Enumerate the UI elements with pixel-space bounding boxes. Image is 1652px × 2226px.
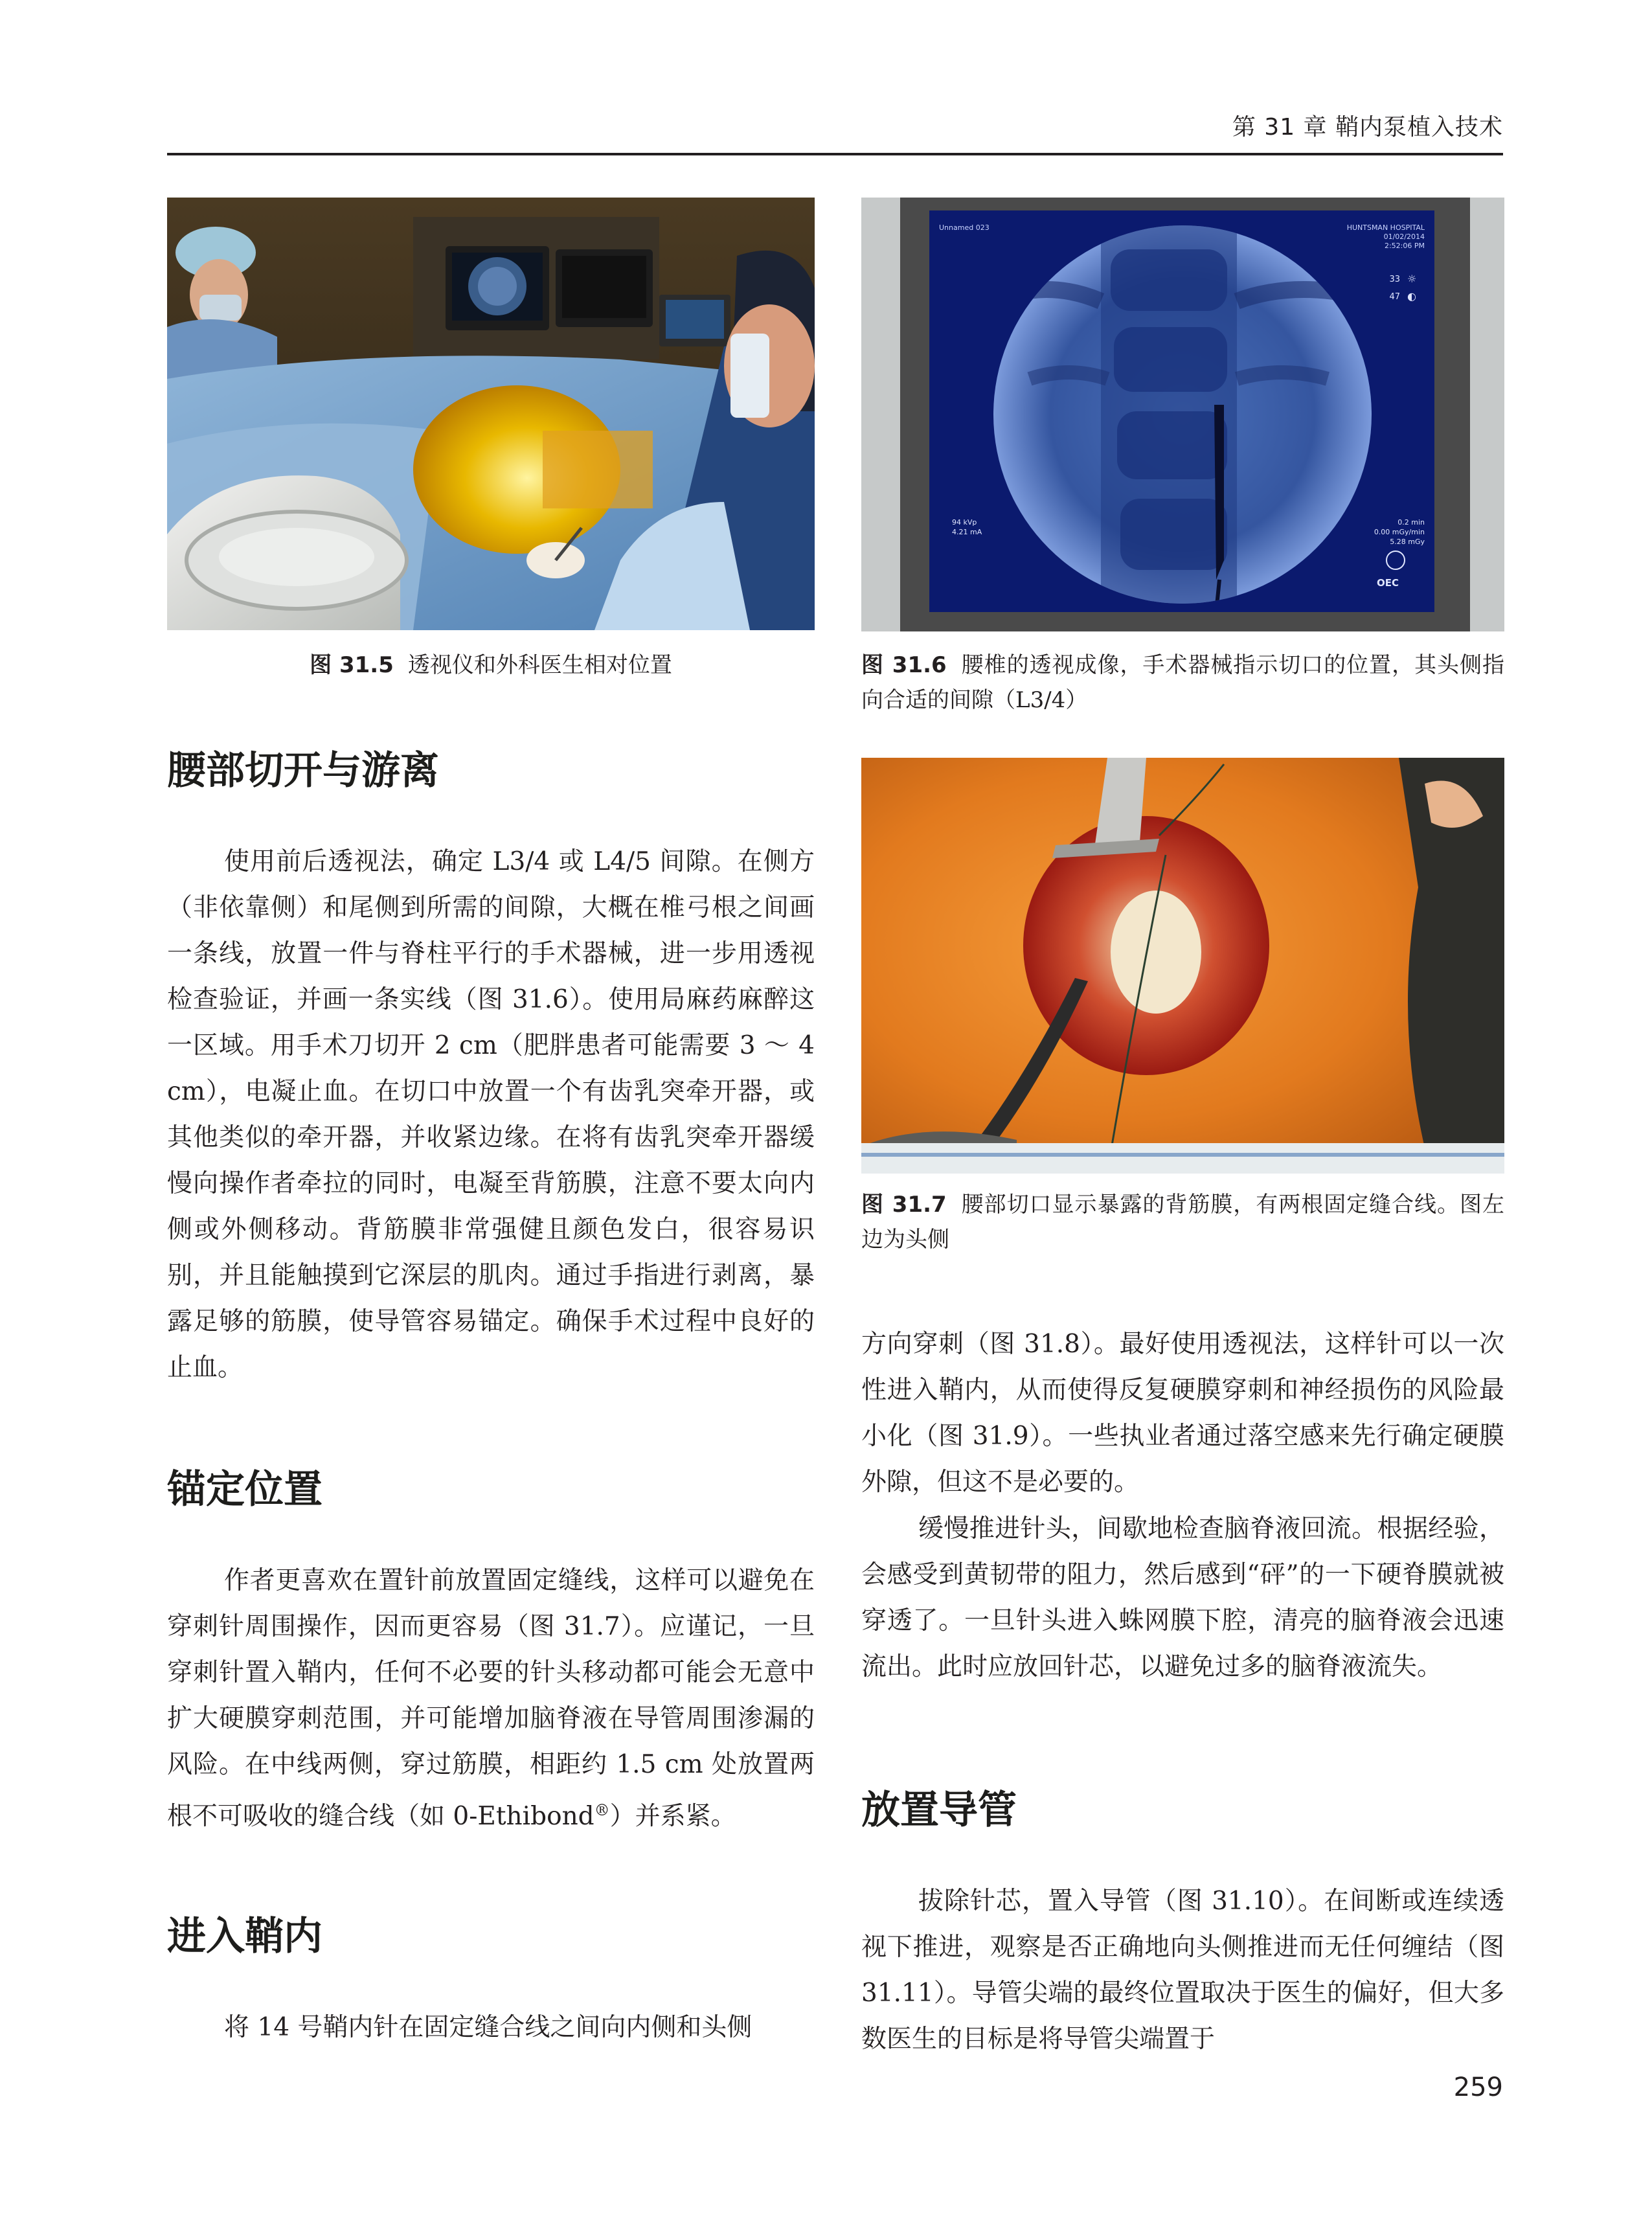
running-header: 第 31 章 鞘内泵植入技术 [1232, 114, 1503, 141]
section-heading-incision: 腰部切开与游离 [167, 748, 439, 793]
caption-text: 腰椎的透视成像，手术器械指示切口的位置，其头侧指向合适的间隙（L3/4） [861, 652, 1504, 713]
fluoroscopy-monitor-illustration [861, 198, 1504, 631]
paragraph-puncture-continued: 方向穿刺（图 31.8）。最好使用透视法，这样针可以一次性进入鞘内，从而使得反复硬膜穿刺和神经损伤的风险最小化（图 31.9）。一些执业者通过落空感来先行确定硬膜外隙，但这不是必要的。 [861, 1330, 1504, 1497]
monitor-time-min-text: 0.2 min [1397, 518, 1425, 527]
paragraph-catheter: 拔除针芯，置入导管（图 31.10）。在间断或连续透视下推进，观察是否正确地向头侧推进而无任何缠结（图 31.11）。导管尖端的最终位置取决于医生的偏好，但大多数医生的目标是将导管尖端置于 [861, 1887, 1504, 2054]
contrast-icon: ◐ [1407, 290, 1416, 302]
monitor-date-text: 01/02/2014 [1383, 233, 1425, 241]
section-heading-intrathecal: 进入鞘内 [167, 1914, 322, 1959]
section-heading-catheter: 放置导管 [861, 1788, 1017, 1833]
figure-31-5-caption [167, 648, 815, 683]
monitor-dose-rate-text: 0.00 mGy/min [1374, 528, 1425, 536]
paragraph-anchor-text: 作者更喜欢在置针前放置固定缝线，这样可以避免在穿刺针周围操作，因而更容易（图 31.7）。应谨记，一旦穿刺针置入鞘内，任何不必要的针头移动都可能会无意中扩大硬膜穿刺范围，并可能增加脑脊液在导管周围渗漏的风险。在中线两侧，穿过筋膜，相距约 1.5 cm 处放置两根不可吸收的缝合线（如 0-Ethibond [167, 1566, 815, 1831]
paragraph-needle-advance: 缓慢推进针头，间歇地检查脑脊液回流。根据经验，会感受到黄韧带的阻力，然后感到“砰”的一下硬脊膜就被穿透了。一旦针头进入蛛网膜下腔，清亮的脑脊液会迅速流出。此时应放回针芯，以避免过多的脑脊液流失。 [861, 1514, 1504, 1681]
monitor-time-text: 2:52:06 PM [1384, 242, 1425, 250]
figure-31-6-caption [861, 648, 1504, 718]
figure-label: 图 31.6 [861, 652, 947, 678]
figure-31-6-photo [861, 198, 1504, 631]
monitor-dose-text: 5.28 mGy [1390, 538, 1425, 546]
figure-31-5-photo [167, 198, 815, 630]
figure-label: 图 31.7 [861, 1192, 947, 1218]
page-number: 259 [1453, 2073, 1503, 2102]
monitor-hospital-text: HUNTSMAN HOSPITAL [1346, 223, 1425, 232]
brightness-icon: ☼ [1407, 273, 1417, 285]
figure-31-7-caption [861, 1187, 1504, 1257]
monitor-kvp-text: 94 kVp [952, 518, 977, 527]
paragraph-anchor-end: ）并系紧。 [609, 1802, 736, 1831]
caption-text: 腰部切口显示暴露的背筋膜，有两根固定缝合线。图左边为头侧 [861, 1192, 1504, 1253]
monitor-contrast-text: 47 [1389, 292, 1400, 302]
monitor-brand-text: OEC [1376, 577, 1399, 589]
section-heading-anchor: 锚定位置 [167, 1467, 322, 1512]
monitor-ma-text: 4.21 mA [952, 528, 982, 536]
registered-mark: ® [594, 1801, 610, 1819]
paragraph-intrathecal-start: 将 14 号鞘内针在固定缝合线之间向内侧和头侧 [224, 2013, 752, 2042]
monitor-brightness-text: 33 [1389, 275, 1400, 284]
header-rule [167, 153, 1503, 155]
figure-31-7-photo [861, 758, 1504, 1174]
lumbar-incision-illustration [861, 758, 1504, 1174]
operating-room-illustration [167, 198, 815, 630]
monitor-id-text: Unnamed 023 [939, 223, 990, 232]
paragraph-anchor [167, 1558, 815, 1839]
figure-label: 图 31.5 [310, 652, 394, 678]
paragraph-incision: 使用前后透视法，确定 L3/4 或 L4/5 间隙。在侧方（非依靠侧）和尾侧到所需的间隙，大概在椎弓根之间画一条线，放置一件与脊柱平行的手术器械，进一步用透视检查验证，并画一条实线（图 31.6）。使用局麻药麻醉这一区域。用手术刀切开 2 cm（肥胖患者可能需要 3 ～ 4 cm），电凝止血。在切口中放置一个有齿乳突牵开器，或其他类似的牵开器，并收紧边缘。在将有齿乳突牵开器缓慢向操作者牵拉的同时，电凝至背筋膜，注意不要太向内侧或外侧移动。背筋膜非常强健且颜色发白，很容易识别，并且能触摸到它深层的肌肉。通过手指进行剥离，暴露足够的筋膜，使导管容易锚定。确保手术过程中良好的止血。 [167, 847, 815, 1382]
caption-text: 透视仪和外科医生相对位置 [407, 652, 672, 678]
